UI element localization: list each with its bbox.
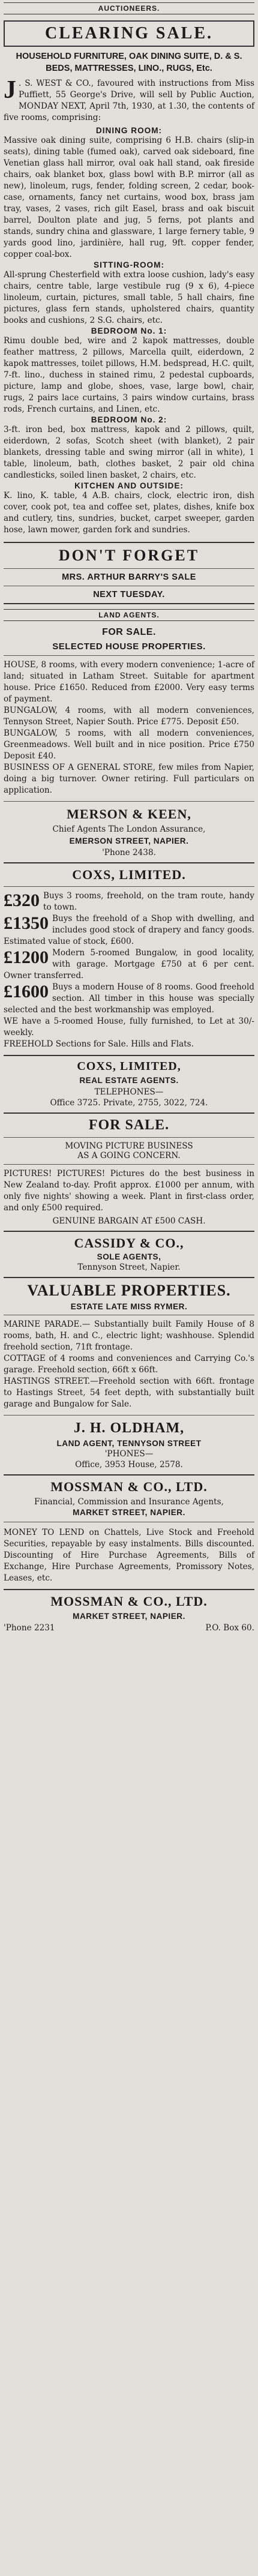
valuable-sub: ESTATE LATE MISS RYMER. — [70, 1302, 188, 1311]
room-text-dining: Massive oak dining suite, comprising 6 H.B. chairs (slip-in seats), dining table (fumed oak), carved oak sideboard, fine Venetian glass hall mirror, oval oak hall stand, oak fireside chairs, oak blanket box, glass bowl with B.P. mirror (all as new), linoleum, rugs, fender, folding screen, 2 cedar, book-case, ornaments, fancy net curtains, wood box, brass jam tray, vases, 2 vases, rich gilt Easel, brass and oak biscuit barrel, Doulton plate and jug, 5 ferns, pot plants and stands, sundry china and glassware, 1 large fernery table, 9 yards good lino, jardinière, hall rug, 9ft. copper fender, copper coal-box. — [4, 136, 254, 259]
coxs-real-estate: REAL ESTATE AGENTS. — [79, 1076, 179, 1085]
money-to-lend: MONEY TO LEND on Chattels, Live Stock and Freehold Securities, repayable by easy instalments. Bills discounted. Discounting of Hire Purchase Agreements, Bills of Exchange, Hire Purchase Agreements, Promissory Notes, Leases, etc. — [4, 1528, 254, 1583]
cassidy-title: CASSIDY & CO., — [74, 1235, 184, 1250]
room-text-sitting: All-sprung Chesterfield with extra loose cushion, lady's easy chairs, centre table, large vestibule rug (9 x 6), 4-piece linoleum, curtain, pictures, small table, 5 hall chairs, fine pictures, glass fern stands, upholstered chairs, quantity books and cushions, 2 S.G. chairs, etc. — [4, 270, 254, 325]
oldham-sub: LAND AGENT, TENNYSON STREET — [56, 1439, 202, 1448]
dont-forget-notice: DON'T FORGET — [58, 547, 200, 564]
mossman-address-1: MARKET STREET, NAPIER. — [73, 1508, 185, 1517]
clearing-sale-title-box — [4, 20, 254, 47]
clearing-sale-title: CLEARING SALE. — [44, 24, 214, 43]
merson-keen-sub: Chief Agents The London Assurance, — [52, 824, 206, 834]
section-heading-auctioneers: AUCTIONEERS. — [4, 2, 254, 14]
pictures-body: PICTURES! PICTURES! Pictures do the best business in New Zealand to-day. Profit approx. £1000 per annum, with only five nights' showing a week. Plant in first-class order, and only £500 required. — [4, 1169, 254, 1213]
valuable-item-1: MARINE PARADE.— Substantially built Family House of 8 rooms, bath, H. and C., electric light; washhouse. Splendid freehold section, 71ft frontage. — [4, 1320, 254, 1352]
room-heading-bedroom2: BEDROOM No. 2: — [91, 415, 167, 424]
room-heading-sitting: SITTING-ROOM: — [94, 260, 164, 269]
cassidy-address: Tennyson Street, Napier. — [77, 1262, 181, 1272]
cassidy-sub: SOLE AGENTS, — [97, 1252, 161, 1261]
drop-cap: J — [4, 76, 16, 104]
coxs-title-1: COXS, LIMITED. — [72, 867, 186, 882]
moving-picture-line: MOVING PICTURE BUSINESS — [65, 1141, 193, 1151]
next-tuesday-notice: NEXT TUESDAY. — [93, 590, 165, 599]
barry-sale-notice: MRS. ARTHUR BARRY'S SALE — [62, 572, 196, 582]
room-text-bedroom1: Rimu double bed, wire and 2 kapok mattresses, double feather mattress, 2 pillows, Marcella quilt, eiderdown, 2 kapok mattresses, toilet pillows, H.M. bedspread, H.C. quilt, 7-ft. lino., duchess in stained rimu, 2 pedestal cupboards, picture, lamp and globe, shoes, vase, large bowl, chair, rugs, 2 pairs lace curtains, 3 pairs window curtains, brass rods, French curtains, and Linen, etc. — [4, 336, 254, 414]
coxs-price-4: £1600 Buys a modern House of 8 rooms. Good freehold section. All timber in this house was specially selected and the best workmanship was employed. — [4, 982, 254, 1015]
room-heading-bedroom1: BEDROOM No. 1: — [91, 326, 167, 335]
room-heading-kitchen: KITCHEN AND OUTSIDE: — [74, 481, 184, 490]
clearing-sale-subtitle: HOUSEHOLD FURNITURE, OAK DINING SUITE, D. & S. BEDS, MATTRESSES, LINO., RUGS, Etc. — [16, 52, 242, 73]
valuable-item-2: COTTAGE of 4 rooms and conveniences and Carrying Co.'s garage. Freehold section, 66ft x 66ft. — [4, 1354, 254, 1375]
mossman-contact-row — [4, 1623, 254, 1633]
merson-keen-name: MERSON & KEEN, — [67, 806, 191, 821]
coxs-title-2: COXS, LIMITED, — [77, 1060, 181, 1073]
coxs-extra-2: FREEHOLD Sections for Sale. Hills and Flats. — [4, 1039, 194, 1049]
mossman-box: P.O. Box 60. — [205, 1623, 254, 1633]
coxs-price-3: £1200 Modern 5-roomed Bungalow, in good locality, with garage. Mortgage £750 at 6 per cent. Owner transferred. — [4, 947, 254, 980]
coxs-extra-1: WE have a 5-roomed House, fully furnished, to Let at 30/- weekly. — [4, 1016, 254, 1037]
listing-house: HOUSE, 8 rooms, with every modern convenience; 1-acre of land; situated in Latham Street. Suitable for apartment house. Price £1650. Reduced from £2000. Very easy terms of payment. — [4, 660, 254, 704]
room-text-kitchen: K. lino, K. table, 4 A.B. chairs, clock, electric iron, dish cover, cook pot, tea and coffee set, plates, dishes, knife box and cutlery, tins, sundries, bucket, carpet sweeper, garden hose, lawn mower, garden fork and sundries. — [4, 491, 254, 535]
mossman-address-2: MARKET STREET, NAPIER. — [73, 1612, 185, 1621]
listing-bungalow-4: BUNGALOW, 4 rooms, with all modern conveniences, Tennyson Street, Napier South. Price £775. Deposit £50. — [4, 706, 254, 727]
going-concern-line: AS A GOING CONCERN. — [77, 1151, 181, 1160]
merson-keen-address: EMERSON STREET, NAPIER. — [69, 836, 189, 845]
oldham-phones-label: 'PHONES— — [104, 1449, 154, 1459]
mossman-title-2: MOSSMAN & CO., LTD. — [50, 1594, 208, 1609]
coxs-telephones: Office 3725. Private, 2755, 3022, 724. — [50, 1098, 208, 1108]
coxs-price-1: £320 Buys 3 rooms, freehold, on the tram route, handy to town. — [4, 890, 254, 912]
genuine-bargain: GENUINE BARGAIN AT £500 CASH. — [52, 1216, 206, 1226]
listing-business: BUSINESS OF A GENERAL STORE, few miles from Napier, doing a big turnover. Owner retiring. Full particulars on application. — [4, 763, 254, 795]
clearing-sale-intro: J . S. WEST & CO., favoured with instructions from Miss Puffiett, 55 George's Drive, will sell by Public Auction, MONDAY NEXT, April 7th, 1930, at 1.30, the contents of five rooms, comprising: — [4, 76, 254, 122]
section-heading-land-agents: LAND AGENTS. — [4, 609, 254, 621]
coxs-price-2: £1350 Buys the freehold of a Shop with dwelling, and includes good stock of drapery and fancy goods. Estimated value of stock, £600. — [4, 913, 254, 946]
listing-bungalow-5: BUNGALOW, 5 rooms, with all modern conveniences, Greenmeadows. Well built and in nice position. Price £750 Deposit £40. — [4, 728, 254, 761]
room-heading-dining: DINING ROOM: — [95, 126, 163, 135]
auctioneers-column — [4, 2, 254, 1633]
selected-properties-title: SELECTED HOUSE PROPERTIES. — [52, 641, 206, 652]
mossman-title-1: MOSSMAN & CO., LTD. — [50, 1479, 208, 1494]
oldham-title: J. H. OLDHAM, — [73, 1420, 185, 1436]
for-sale-title-2: FOR SALE. — [88, 1117, 170, 1133]
valuable-title: VALUABLE PROPERTIES. — [27, 1282, 231, 1299]
room-text-bedroom2: 3-ft. iron bed, box mattress, kapok and 2 pillows, quilt, eiderdown, 2 sofas, Scotch sheet (with blanket), 2 pair blankets, dressing table and swing mirror (all in white), 1 table, linoleum, bath, clothes basket, 2 pair old china candlesticks, soiled linen basket, 2 chairs, etc. — [4, 425, 254, 480]
oldham-phones: Office, 3953 House, 2578. — [75, 1460, 183, 1470]
mossman-sub-1: Financial, Commission and Insurance Agents, — [34, 1497, 224, 1507]
coxs-telephones-label: TELEPHONES— — [94, 1087, 164, 1097]
merson-keen-phone: 'Phone 2438. — [102, 848, 156, 857]
land-for-sale-title: FOR SALE. — [102, 627, 156, 637]
valuable-item-3: HASTINGS STREET.—Freehold section with 66ft. frontage to Hastings Street, 54 feet depth, with substantially built garage and Bungalow for Sale. — [4, 1377, 254, 1409]
mossman-phone: 'Phone 2231 — [4, 1623, 55, 1633]
